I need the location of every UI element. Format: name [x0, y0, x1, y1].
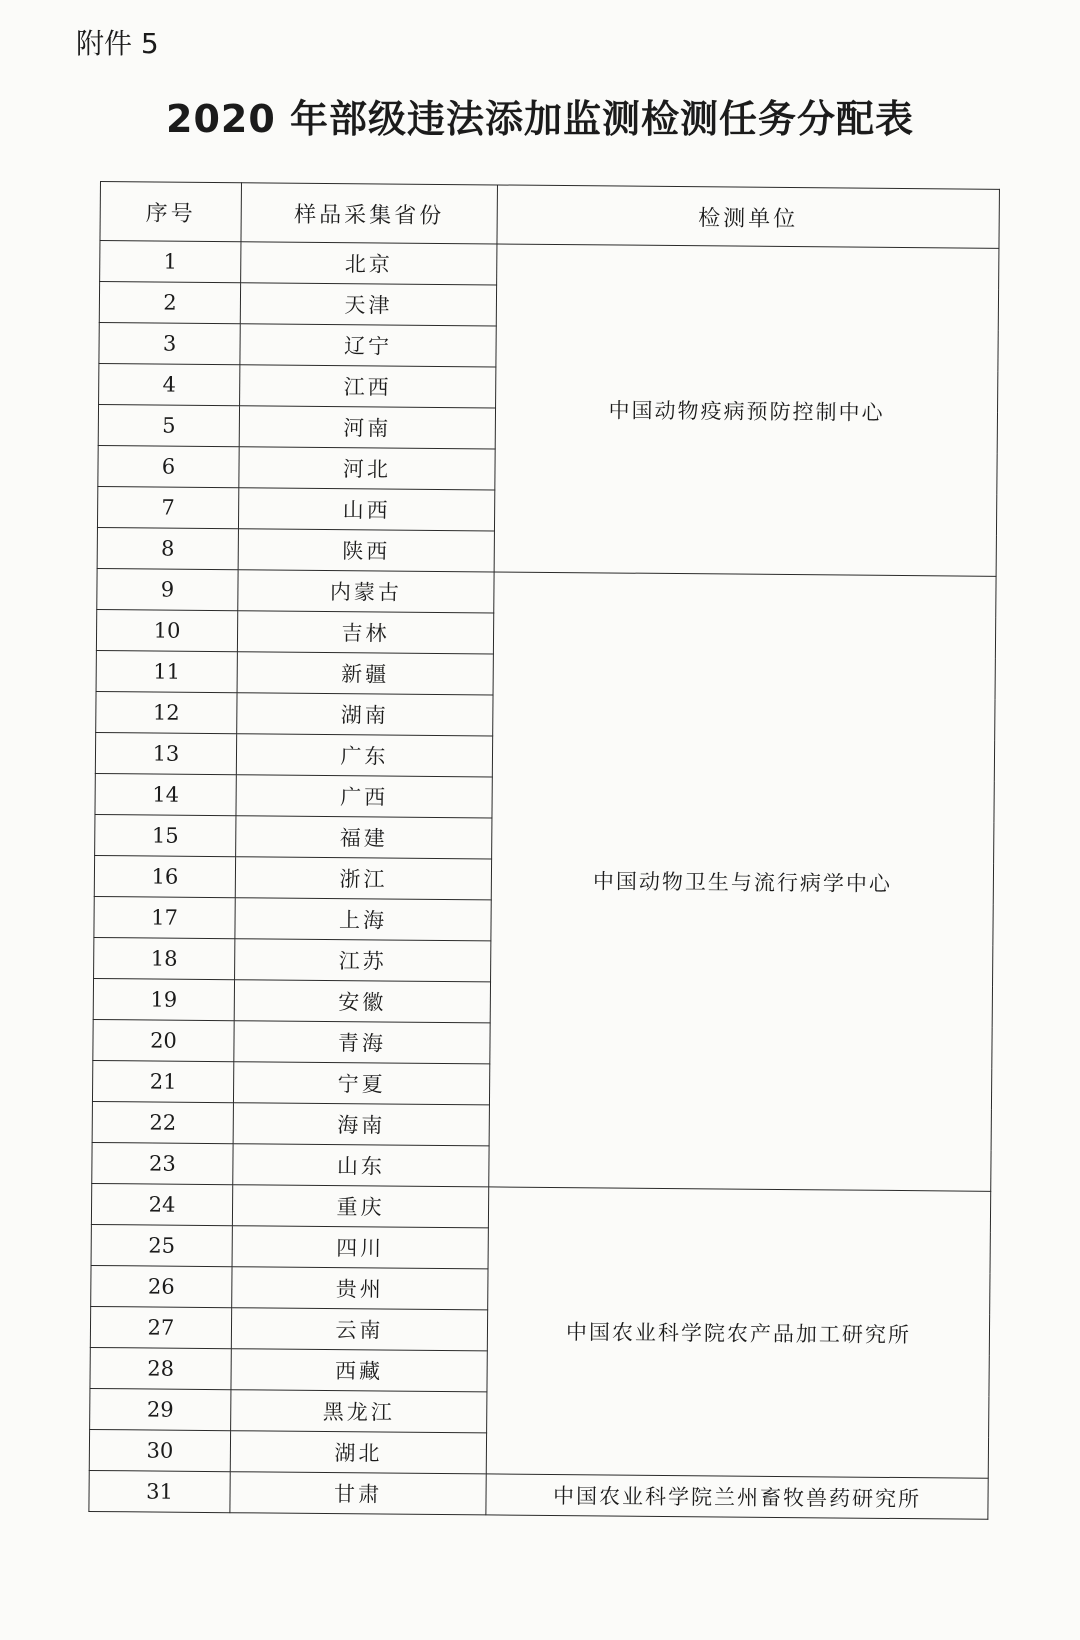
header-serial-number: 序号	[100, 182, 242, 242]
province-cell: 广西	[236, 775, 492, 818]
serial-number-cell: 29	[90, 1388, 231, 1430]
serial-number-cell: 13	[95, 732, 236, 774]
serial-number-cell: 23	[92, 1142, 233, 1184]
province-cell: 陕西	[238, 529, 494, 572]
province-cell: 安徽	[234, 980, 490, 1023]
province-cell: 海南	[233, 1103, 489, 1146]
province-cell: 江苏	[235, 939, 491, 982]
serial-number-cell: 27	[90, 1306, 231, 1348]
province-cell: 云南	[231, 1308, 487, 1351]
province-cell: 北京	[241, 242, 497, 285]
serial-number-cell: 30	[89, 1429, 230, 1471]
serial-number-cell: 1	[100, 241, 241, 283]
serial-number-cell: 4	[99, 363, 240, 405]
table-row	[89, 1470, 988, 1519]
document-title: 2020 年部级违法添加监测检测任务分配表	[166, 97, 914, 141]
province-cell: 广东	[236, 734, 492, 777]
serial-number-cell: 21	[92, 1060, 233, 1102]
province-cell: 山西	[238, 488, 494, 531]
province-cell: 甘肃	[230, 1472, 486, 1515]
serial-number-cell: 10	[96, 609, 237, 651]
serial-number-cell: 12	[96, 691, 237, 733]
serial-number-cell: 9	[97, 568, 238, 610]
attachment-label: 附件 5	[76, 27, 159, 60]
serial-number-cell: 18	[94, 937, 235, 979]
serial-number-cell: 22	[92, 1101, 233, 1143]
province-cell: 上海	[235, 898, 491, 941]
serial-number-cell: 11	[96, 650, 237, 692]
province-cell: 黑龙江	[231, 1390, 487, 1433]
testing-unit-cell: 中国农业科学院兰州畜牧兽药研究所	[486, 1474, 988, 1519]
serial-number-cell: 2	[99, 282, 240, 324]
province-cell: 重庆	[232, 1185, 488, 1228]
province-cell: 西藏	[231, 1349, 487, 1392]
serial-number-cell: 6	[98, 445, 239, 487]
province-cell: 浙江	[235, 857, 491, 900]
serial-number-cell: 19	[93, 978, 234, 1020]
province-cell: 辽宁	[240, 324, 496, 367]
table-header-row	[100, 182, 999, 249]
serial-number-cell: 20	[93, 1019, 234, 1061]
testing-unit-cell: 中国动物卫生与流行病学中心	[489, 572, 996, 1191]
serial-number-cell: 17	[94, 896, 235, 938]
province-cell: 贵州	[232, 1267, 488, 1310]
serial-number-cell: 3	[99, 322, 240, 364]
serial-number-cell: 15	[95, 814, 236, 856]
serial-number-cell: 7	[97, 486, 238, 528]
header-sampling-province: 样品采集省份	[241, 183, 498, 244]
province-cell: 天津	[240, 283, 496, 326]
testing-unit-cell: 中国农业科学院农产品加工研究所	[486, 1187, 990, 1478]
task-allocation-table	[88, 181, 1000, 1520]
province-cell: 新疆	[237, 652, 493, 695]
province-cell: 吉林	[237, 611, 493, 654]
province-cell: 湖北	[230, 1431, 486, 1474]
province-cell: 河北	[239, 447, 495, 490]
serial-number-cell: 16	[94, 855, 235, 897]
province-cell: 四川	[232, 1226, 488, 1269]
province-cell: 福建	[236, 816, 492, 859]
serial-number-cell: 5	[98, 404, 239, 446]
serial-number-cell: 26	[91, 1265, 232, 1307]
serial-number-cell: 14	[95, 773, 236, 815]
serial-number-cell: 25	[91, 1224, 232, 1266]
province-cell: 青海	[234, 1021, 490, 1064]
province-cell: 内蒙古	[238, 570, 494, 613]
province-cell: 湖南	[237, 693, 493, 736]
table-body	[89, 241, 999, 1520]
serial-number-cell: 28	[90, 1347, 231, 1389]
province-cell: 山东	[233, 1144, 489, 1187]
serial-number-cell: 24	[91, 1183, 232, 1225]
header-testing-unit: 检测单位	[497, 185, 999, 248]
serial-number-cell: 31	[89, 1470, 230, 1512]
province-cell: 宁夏	[233, 1062, 489, 1105]
serial-number-cell: 8	[97, 527, 238, 569]
province-cell: 河南	[239, 406, 495, 449]
testing-unit-cell: 中国动物疫病预防控制中心	[494, 244, 999, 576]
province-cell: 江西	[240, 365, 496, 408]
